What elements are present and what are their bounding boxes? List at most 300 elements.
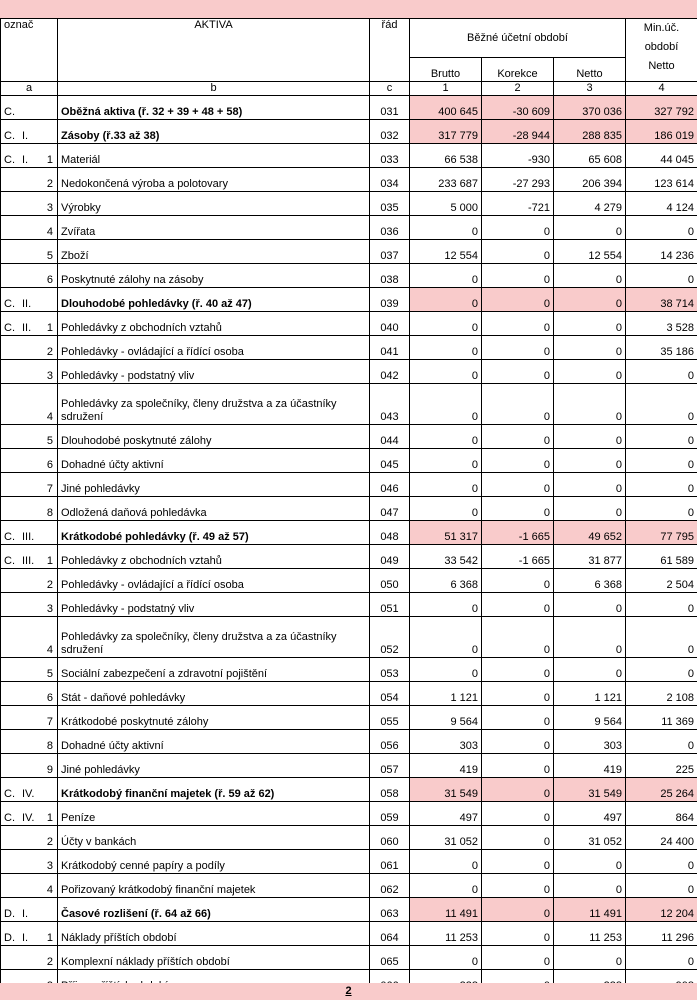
header-col-4: 4	[626, 82, 697, 96]
row-mark	[1, 874, 58, 898]
prior-netto-cell: 38 714	[626, 288, 697, 312]
korekce-cell: 0	[482, 850, 554, 874]
table-row	[1, 425, 697, 449]
mark-letter: C.	[4, 322, 15, 334]
mark-number: 4	[46, 226, 53, 238]
table-row	[1, 658, 697, 682]
brutto-cell: 0	[410, 425, 482, 449]
prior-netto-cell: 864	[626, 802, 697, 826]
row-code: 046	[370, 473, 410, 497]
table-row	[1, 617, 697, 658]
header-rad: řád	[370, 19, 410, 82]
row-label: Materiál	[58, 144, 370, 168]
netto-cell: 0	[554, 288, 626, 312]
korekce-cell: 0	[482, 826, 554, 850]
row-mark	[1, 922, 58, 946]
prior-netto-cell: 0	[626, 658, 697, 682]
header-oznac: označ	[1, 19, 58, 82]
row-label: Zásoby (ř.33 až 38)	[58, 120, 370, 144]
netto-cell: 0	[554, 497, 626, 521]
row-code: 058	[370, 778, 410, 802]
prior-netto-cell: 11 369	[626, 706, 697, 730]
row-mark	[1, 120, 58, 144]
table-row	[1, 545, 697, 569]
row-mark	[1, 96, 58, 120]
row-mark	[1, 658, 58, 682]
netto-cell: 419	[554, 754, 626, 778]
table-row	[1, 593, 697, 617]
prior-netto-cell: 3 528	[626, 312, 697, 336]
brutto-cell: 0	[410, 617, 482, 658]
korekce-cell: 0	[482, 216, 554, 240]
row-mark	[1, 802, 58, 826]
row-label: Pohledávky z obchodních vztahů	[58, 545, 370, 569]
brutto-cell: 0	[410, 658, 482, 682]
table-row	[1, 336, 697, 360]
brutto-cell: 0	[410, 449, 482, 473]
row-code: 056	[370, 730, 410, 754]
table-row	[1, 706, 697, 730]
mark-number: 1	[46, 322, 53, 334]
netto-cell: 31 052	[554, 826, 626, 850]
row-label: Dohadné účty aktivní	[58, 730, 370, 754]
row-mark	[1, 240, 58, 264]
row-code: 060	[370, 826, 410, 850]
mark-number: 3	[46, 603, 53, 615]
prior-netto-cell: 12 204	[626, 898, 697, 922]
row-mark	[1, 360, 58, 384]
table-row	[1, 682, 697, 706]
row-label: Nedokončená výroba a polotovary	[58, 168, 370, 192]
row-label: Pohledávky z obchodních vztahů	[58, 312, 370, 336]
table-row	[1, 144, 697, 168]
row-code: 042	[370, 360, 410, 384]
netto-cell: 0	[554, 449, 626, 473]
netto-cell: 49 652	[554, 521, 626, 545]
korekce-cell: 0	[482, 682, 554, 706]
netto-cell: 0	[554, 946, 626, 970]
mark-letter: C.	[4, 154, 15, 166]
row-label: Krátkodobé poskytnuté zálohy	[58, 706, 370, 730]
row-label: Pohledávky za společníky, členy družstva a za účastníky sdružení	[58, 617, 370, 658]
korekce-cell: 0	[482, 802, 554, 826]
header-brutto: Brutto	[410, 58, 482, 82]
brutto-cell: 66 538	[410, 144, 482, 168]
row-mark	[1, 706, 58, 730]
prior-netto-cell: 14 236	[626, 240, 697, 264]
row-mark	[1, 778, 58, 802]
row-code: 049	[370, 545, 410, 569]
mark-number: 1	[46, 154, 53, 166]
netto-cell: 11 253	[554, 922, 626, 946]
row-mark	[1, 946, 58, 970]
prior-netto-cell: 0	[626, 850, 697, 874]
top-band	[0, 0, 697, 18]
row-label: Dlouhodobé pohledávky (ř. 40 až 47)	[58, 288, 370, 312]
netto-cell: 65 608	[554, 144, 626, 168]
korekce-cell: -721	[482, 192, 554, 216]
row-label: Poskytnuté zálohy na zásoby	[58, 264, 370, 288]
header-col-3: 3	[554, 82, 626, 96]
brutto-cell: 0	[410, 216, 482, 240]
netto-cell: 0	[554, 216, 626, 240]
row-mark	[1, 850, 58, 874]
brutto-cell: 0	[410, 874, 482, 898]
table-row	[1, 850, 697, 874]
mark-roman: II.	[22, 298, 32, 310]
row-mark	[1, 545, 58, 569]
mark-roman: III.	[22, 531, 35, 543]
header-min-obdobi: Min.úč. období Netto	[626, 19, 697, 82]
korekce-cell: 0	[482, 922, 554, 946]
netto-cell: 12 554	[554, 240, 626, 264]
netto-cell: 0	[554, 336, 626, 360]
korekce-cell: 0	[482, 425, 554, 449]
netto-cell: 206 394	[554, 168, 626, 192]
brutto-cell: 0	[410, 312, 482, 336]
row-label: Jiné pohledávky	[58, 473, 370, 497]
prior-netto-cell: 225	[626, 754, 697, 778]
row-code: 065	[370, 946, 410, 970]
table-row	[1, 168, 697, 192]
row-mark	[1, 497, 58, 521]
row-mark	[1, 754, 58, 778]
table-row	[1, 360, 697, 384]
mark-number: 3	[46, 370, 53, 382]
row-mark	[1, 384, 58, 425]
mark-number: 4	[46, 644, 53, 656]
korekce-cell: -28 944	[482, 120, 554, 144]
header-col-a: a	[1, 82, 58, 96]
row-label: Oběžná aktiva (ř. 32 + 39 + 48 + 58)	[58, 96, 370, 120]
korekce-cell: 0	[482, 312, 554, 336]
row-mark	[1, 617, 58, 658]
row-code: 032	[370, 120, 410, 144]
row-label: Peníze	[58, 802, 370, 826]
mark-roman: IV.	[22, 812, 35, 824]
table-row	[1, 312, 697, 336]
mark-number: 1	[46, 932, 53, 944]
mark-number: 5	[46, 250, 53, 262]
mark-number: 3	[46, 202, 53, 214]
table-row	[1, 730, 697, 754]
row-code: 038	[370, 264, 410, 288]
brutto-cell: 5 000	[410, 192, 482, 216]
prior-netto-cell: 0	[626, 216, 697, 240]
mark-letter: C.	[4, 298, 15, 310]
mark-roman: II.	[22, 322, 32, 334]
row-mark	[1, 682, 58, 706]
row-mark	[1, 569, 58, 593]
prior-netto-cell: 0	[626, 593, 697, 617]
balance-sheet-table	[0, 18, 697, 994]
row-mark	[1, 521, 58, 545]
row-code: 063	[370, 898, 410, 922]
table-row	[1, 874, 697, 898]
brutto-cell: 497	[410, 802, 482, 826]
brutto-cell: 9 564	[410, 706, 482, 730]
brutto-cell: 6 368	[410, 569, 482, 593]
row-mark	[1, 593, 58, 617]
brutto-cell: 303	[410, 730, 482, 754]
summary-row	[1, 778, 697, 802]
row-code: 047	[370, 497, 410, 521]
mark-number: 6	[46, 692, 53, 704]
row-code: 035	[370, 192, 410, 216]
row-code: 054	[370, 682, 410, 706]
mark-letter: C.	[4, 555, 15, 567]
brutto-cell: 0	[410, 336, 482, 360]
prior-netto-cell: 0	[626, 874, 697, 898]
korekce-cell: 0	[482, 497, 554, 521]
row-code: 062	[370, 874, 410, 898]
row-label: Komplexní náklady příštích období	[58, 946, 370, 970]
row-code: 050	[370, 569, 410, 593]
row-label: Sociální zabezpečení a zdravotní pojištění	[58, 658, 370, 682]
mark-letter: C.	[4, 130, 15, 142]
korekce-cell: 0	[482, 706, 554, 730]
mark-roman: I.	[22, 932, 29, 944]
mark-letter: C.	[4, 106, 15, 118]
row-code: 064	[370, 922, 410, 946]
table-row	[1, 473, 697, 497]
brutto-cell: 233 687	[410, 168, 482, 192]
netto-cell: 303	[554, 730, 626, 754]
prior-netto-cell: 2 504	[626, 569, 697, 593]
row-mark	[1, 826, 58, 850]
brutto-cell: 31 549	[410, 778, 482, 802]
netto-cell: 0	[554, 658, 626, 682]
row-code: 036	[370, 216, 410, 240]
row-label: Odložená daňová pohledávka	[58, 497, 370, 521]
row-mark	[1, 168, 58, 192]
prior-netto-cell: 186 019	[626, 120, 697, 144]
netto-cell: 31 549	[554, 778, 626, 802]
korekce-cell: 0	[482, 658, 554, 682]
table-row	[1, 826, 697, 850]
prior-netto-cell: 0	[626, 730, 697, 754]
netto-cell: 31 877	[554, 545, 626, 569]
prior-netto-cell: 0	[626, 946, 697, 970]
row-label: Krátkodobý finanční majetek (ř. 59 až 62)	[58, 778, 370, 802]
mark-letter: C.	[4, 788, 15, 800]
netto-cell: 0	[554, 384, 626, 425]
row-code: 040	[370, 312, 410, 336]
mark-number: 2	[46, 579, 53, 591]
korekce-cell: 0	[482, 874, 554, 898]
brutto-cell: 51 317	[410, 521, 482, 545]
prior-netto-cell: 4 124	[626, 192, 697, 216]
table-row	[1, 264, 697, 288]
korekce-cell: 0	[482, 360, 554, 384]
table-row	[1, 240, 697, 264]
netto-cell: 0	[554, 593, 626, 617]
header-col-b: b	[58, 82, 370, 96]
row-label: Pohledávky - ovládající a řídící osoba	[58, 336, 370, 360]
netto-cell: 0	[554, 473, 626, 497]
netto-cell: 0	[554, 312, 626, 336]
prior-netto-cell: 0	[626, 360, 697, 384]
brutto-cell: 0	[410, 946, 482, 970]
mark-number: 1	[46, 555, 53, 567]
korekce-cell: -1 665	[482, 521, 554, 545]
row-code: 033	[370, 144, 410, 168]
summary-row	[1, 120, 697, 144]
row-label: Časové rozlišení (ř. 64 až 66)	[58, 898, 370, 922]
row-code: 039	[370, 288, 410, 312]
prior-netto-cell: 0	[626, 425, 697, 449]
mark-number: 4	[46, 884, 53, 896]
netto-cell: 288 835	[554, 120, 626, 144]
mark-number: 6	[46, 274, 53, 286]
row-code: 061	[370, 850, 410, 874]
mark-letter: D.	[4, 932, 15, 944]
mark-number: 6	[46, 459, 53, 471]
table-row	[1, 216, 697, 240]
mark-roman: III.	[22, 555, 35, 567]
netto-cell: 0	[554, 617, 626, 658]
mark-roman: I.	[22, 154, 29, 166]
table-row	[1, 384, 697, 425]
mark-roman: I.	[22, 908, 29, 920]
row-mark	[1, 730, 58, 754]
row-label: Jiné pohledávky	[58, 754, 370, 778]
mark-letter: C.	[4, 531, 15, 543]
mark-number: 7	[46, 716, 53, 728]
korekce-cell: 0	[482, 288, 554, 312]
mark-letter: C.	[4, 812, 15, 824]
row-label: Dlouhodobé poskytnuté zálohy	[58, 425, 370, 449]
row-code: 055	[370, 706, 410, 730]
brutto-cell: 0	[410, 497, 482, 521]
netto-cell: 0	[554, 360, 626, 384]
korekce-cell: 0	[482, 336, 554, 360]
netto-cell: 0	[554, 850, 626, 874]
mark-number: 2	[46, 836, 53, 848]
row-label: Pohledávky za společníky, členy družstva a za účastníky sdružení	[58, 384, 370, 425]
mark-number: 8	[46, 740, 53, 752]
netto-cell: 1 121	[554, 682, 626, 706]
korekce-cell: -30 609	[482, 96, 554, 120]
row-code: 041	[370, 336, 410, 360]
row-mark	[1, 898, 58, 922]
mark-number: 2	[46, 346, 53, 358]
prior-netto-cell: 123 614	[626, 168, 697, 192]
prior-netto-cell: 24 400	[626, 826, 697, 850]
brutto-cell: 317 779	[410, 120, 482, 144]
prior-netto-cell: 35 186	[626, 336, 697, 360]
prior-netto-cell: 0	[626, 617, 697, 658]
mark-number: 1	[46, 812, 53, 824]
brutto-cell: 0	[410, 473, 482, 497]
netto-cell: 6 368	[554, 569, 626, 593]
table-row	[1, 754, 697, 778]
korekce-cell: 0	[482, 449, 554, 473]
row-code: 048	[370, 521, 410, 545]
prior-netto-cell: 61 589	[626, 545, 697, 569]
brutto-cell: 33 542	[410, 545, 482, 569]
prior-netto-cell: 25 264	[626, 778, 697, 802]
prior-netto-cell: 0	[626, 473, 697, 497]
table-row	[1, 449, 697, 473]
row-code: 053	[370, 658, 410, 682]
row-mark	[1, 216, 58, 240]
prior-netto-cell: 44 045	[626, 144, 697, 168]
mark-number: 9	[46, 764, 53, 776]
header-bezne-obdobi: Běžné účetní období	[410, 19, 626, 58]
row-mark	[1, 449, 58, 473]
row-code: 031	[370, 96, 410, 120]
row-mark	[1, 473, 58, 497]
table-row	[1, 922, 697, 946]
mark-number: 7	[46, 483, 53, 495]
mark-roman: IV.	[22, 788, 35, 800]
row-label: Dohadné účty aktivní	[58, 449, 370, 473]
brutto-cell: 400 645	[410, 96, 482, 120]
row-code: 045	[370, 449, 410, 473]
brutto-cell: 0	[410, 850, 482, 874]
row-code: 044	[370, 425, 410, 449]
mark-number: 5	[46, 668, 53, 680]
prior-netto-cell: 77 795	[626, 521, 697, 545]
korekce-cell: 0	[482, 730, 554, 754]
brutto-cell: 11 253	[410, 922, 482, 946]
korekce-cell: 0	[482, 240, 554, 264]
brutto-cell: 12 554	[410, 240, 482, 264]
mark-number: 8	[46, 507, 53, 519]
netto-cell: 0	[554, 264, 626, 288]
prior-netto-cell: 0	[626, 449, 697, 473]
korekce-cell: 0	[482, 754, 554, 778]
summary-row	[1, 96, 697, 120]
row-code: 059	[370, 802, 410, 826]
row-mark	[1, 288, 58, 312]
prior-netto-cell: 0	[626, 384, 697, 425]
prior-netto-cell: 2 108	[626, 682, 697, 706]
mark-number: 5	[46, 435, 53, 447]
row-mark	[1, 312, 58, 336]
korekce-cell: 0	[482, 264, 554, 288]
brutto-cell: 0	[410, 384, 482, 425]
summary-row	[1, 898, 697, 922]
brutto-cell: 1 121	[410, 682, 482, 706]
netto-cell: 497	[554, 802, 626, 826]
header-aktiva: AKTIVA	[58, 19, 370, 82]
mark-number: 2	[46, 178, 53, 190]
netto-cell: 370 036	[554, 96, 626, 120]
page-number: 2	[345, 985, 352, 997]
row-label: Krátkodobé pohledávky (ř. 49 až 57)	[58, 521, 370, 545]
mark-number: 4	[46, 411, 53, 423]
row-label: Stát - daňové pohledávky	[58, 682, 370, 706]
row-label: Pohledávky - podstatný vliv	[58, 593, 370, 617]
row-mark	[1, 336, 58, 360]
brutto-cell: 0	[410, 593, 482, 617]
row-label: Zboží	[58, 240, 370, 264]
table-row	[1, 569, 697, 593]
row-code: 052	[370, 617, 410, 658]
korekce-cell: -27 293	[482, 168, 554, 192]
netto-cell: 9 564	[554, 706, 626, 730]
header-col-1: 1	[410, 82, 482, 96]
row-label: Pořizovaný krátkodobý finanční majetek	[58, 874, 370, 898]
row-mark	[1, 425, 58, 449]
mark-letter: D.	[4, 908, 15, 920]
mark-number: 2	[46, 956, 53, 968]
summary-row	[1, 288, 697, 312]
netto-cell: 11 491	[554, 898, 626, 922]
row-code: 034	[370, 168, 410, 192]
